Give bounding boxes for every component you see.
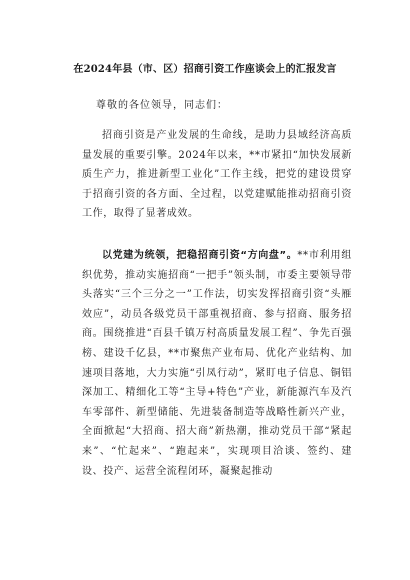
section1-paragraph: [82, 246, 352, 481]
document-title: 在2024年县（市、区）招商引资工作座谈会上的汇报发言: [73, 64, 337, 75]
section1-body: **市利用组织优势，推动实施招商“一把手”领头制，市委主要领导带头落实“三个三分之一”工作法，切实发挥招商引资“头雁效应”，动员各级党员干部重视招商、参与招商、服务招商。围绕推进“百县千镇万村高质量发展工程”、争先百强榜、建设千亿县，**市聚焦产业布局、优化产业结构、加速项目落地，大力实施“引凤行动”，紧盯电子信息、铜铝深加工、精细化工等“主导+特色”产业，新能源汽车及汽车零部件、新型储能、先进装备制造等战略性新兴产业，全面掀起“大招商、招大商”新热潮，推动党员干部“紧起来”、“忙起来”、“跑起来”，实现项目洽谈、签约、建设、投产、运营全流程闭环，凝聚起推动: [82, 250, 352, 477]
salutation: 尊敬的各位领导，同志们：: [96, 100, 228, 111]
intro-text: 招商引资是产业发展的生命线，是助力县域经济高质量发展的重要引擎。2024年以来，**市紧扣“加快发展新质生产力，推进新型工业化”工作主线，把党的建设贯穿于招商引资的各方面、全过程，以党建赋能推动招商引资工作，取得了显著成效。: [82, 130, 352, 220]
section1-heading: 以党建为统领，把稳招商引资“方向盘”。: [102, 250, 298, 261]
intro-paragraph: [82, 126, 352, 224]
